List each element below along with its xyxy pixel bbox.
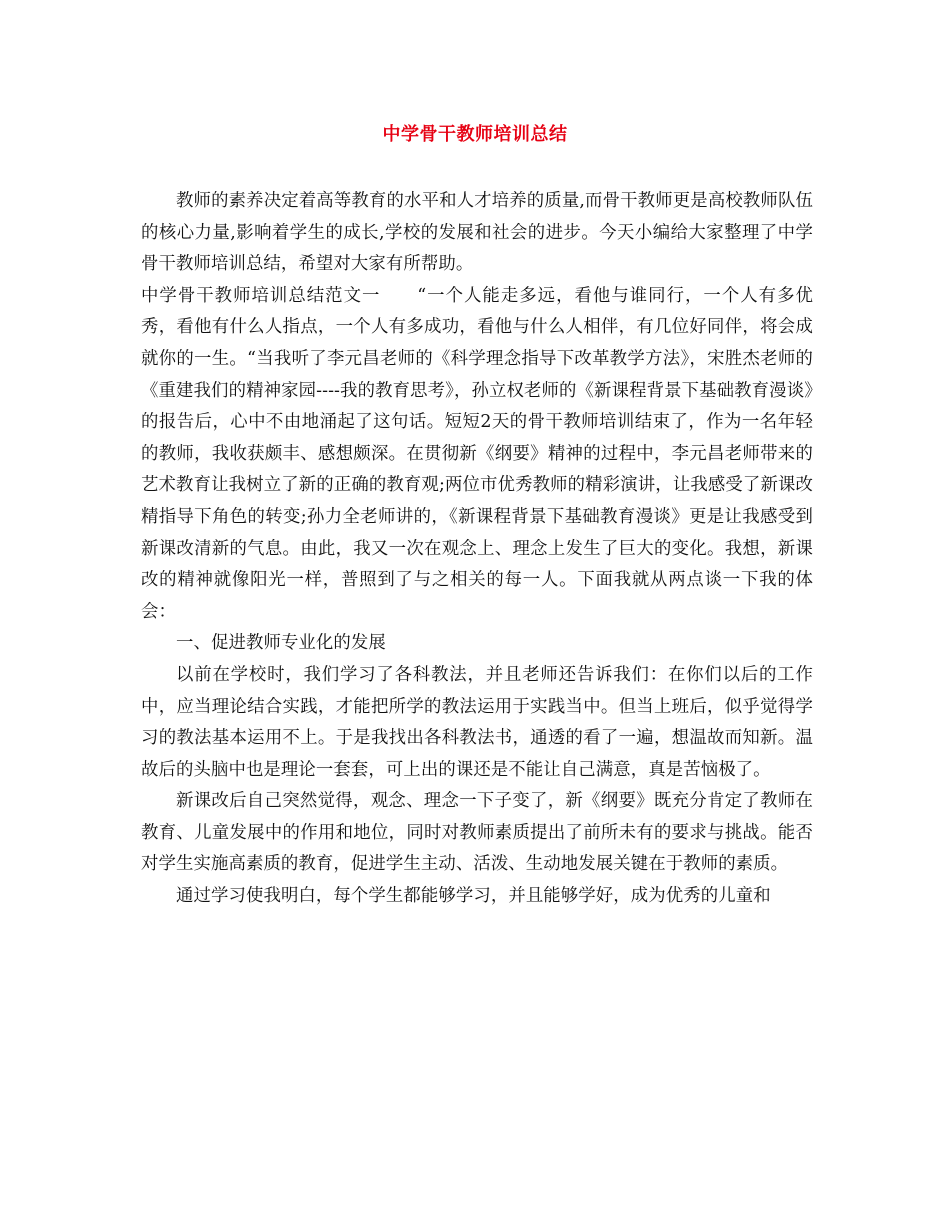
paragraph-school-experience: 以前在学校时，我们学习了各科教法，并且老师还告诉我们：在你们以后的工作中，应当理论结合实践，才能把所学的教法运用于实践当中。但当上班后，似乎觉得学习的教法基本运用不上。于是我找出各科教法书，通透的看了一遍，想温故而知新。温故后的头脑中也是理论一套套，可上出的课还是不能让自己满意，真是苦恼极了。 xyxy=(141,664,813,780)
paragraph-sample-one: 中学骨干教师培训总结范文一 “一个人能走多远，看他与谁同行，一个人有多优秀，看他有什么人指点，一个人有多成功，看他与什么人相伴，有几位好同伴，将会成就你的一生。“当我听了李元昌老师的《科学理念指导下改革教学方法》，宋胜杰老师的《重建我们的精神家园----我的教育思考》，孙立权老师的《新课程背景下基础教育漫谈》的报告后，心中不由地涌起了这句话。短短2天的骨干教师培训结束了，作为一名年轻的教师，我收获颇丰、感想颇深。在贯彻新《纲要》精神的过程中，李元昌老师带来的艺术教育让我树立了新的正确的教育观;两位市优秀教师的精彩演讲，让我感受了新课改精指导下角色的转变;孙力全老师讲的，《新课程背景下基础教育漫谈》更是让我感受到新课改清新的气息。由此，我又一次在观念上、理念上发生了巨大的变化。我想，新课改的精神就像阳光一样，普照到了与之相关的每一人。下面我就从两点谈一下我的体会： xyxy=(141,285,813,622)
paragraph-new-curriculum: 新课改后自己突然觉得，观念、理念一下子变了，新《纲要》既充分肯定了教师在教育、儿童发展中的作用和地位，同时对教师素质提出了前所未有的要求与挑战。能否对学生实施高素质的教育，促进学生主动、活泼、生动地发展关键在于教师的素质。 xyxy=(141,791,813,875)
paragraph-learning-insight: 通过学习使我明白，每个学生都能够学习，并且能够学好，成为优秀的儿童和 xyxy=(176,886,771,907)
paragraph-intro: 教师的素养决定着高等教育的水平和人才培养的质量,而骨干教师更是高校教师队伍的核心力量,影响着学生的成长,学校的发展和社会的进步。今天小编给大家整理了中学骨干教师培训总结，希望对大家有所帮助。 xyxy=(141,191,813,275)
document-title: 中学骨干教师培训总结 xyxy=(382,124,568,145)
section-heading-one: 一、促进教师专业化的发展 xyxy=(176,633,386,654)
document-body xyxy=(141,186,813,913)
